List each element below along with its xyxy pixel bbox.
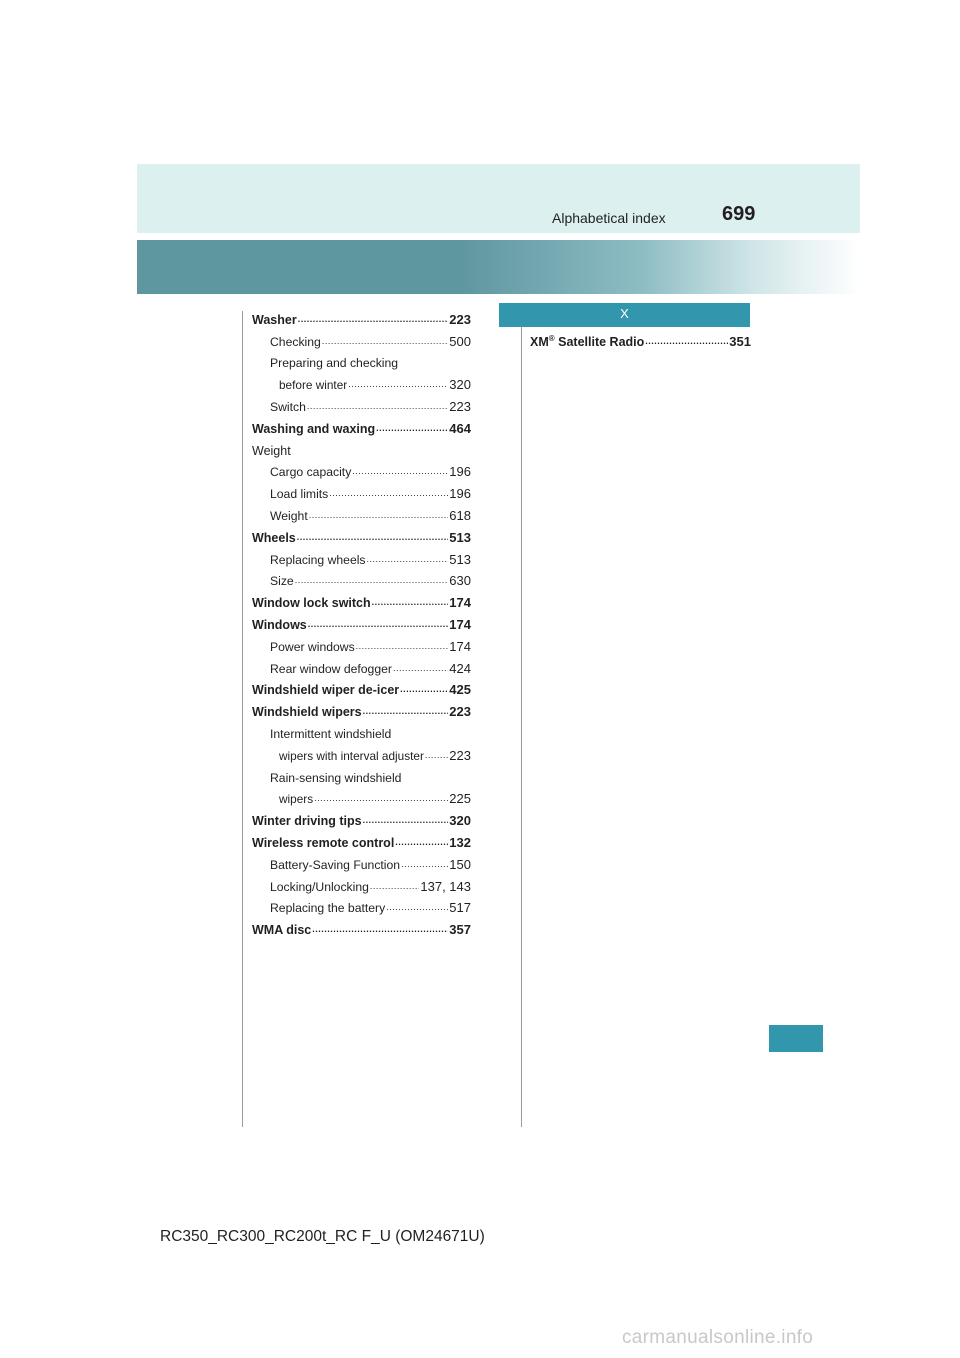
index-entry-page: 351 [729, 333, 751, 349]
index-entry-page: 618 [449, 507, 471, 523]
index-entry[interactable] [252, 697, 471, 719]
leader-dots [312, 924, 448, 934]
leader-dots [329, 488, 448, 498]
index-entry-page: 174 [449, 638, 471, 654]
leader-dots [363, 706, 449, 716]
leader-dots [395, 837, 448, 847]
index-entry[interactable] [252, 588, 471, 610]
manual-code-footer: RC350_RC300_RC200t_RC F_U (OM24671U) [160, 1228, 485, 1245]
index-entry-page: 174 [449, 595, 471, 611]
index-entry-label: Wheels [252, 530, 296, 545]
index-entry-label: Wireless remote control [252, 835, 395, 850]
index-entry-label: Battery-Saving Function [270, 857, 401, 872]
index-entry[interactable] [252, 915, 471, 937]
index-entry-label: Replacing the battery [270, 901, 386, 916]
index-entry[interactable] [252, 523, 471, 545]
index-entry[interactable] [252, 741, 471, 763]
index-entry[interactable] [252, 806, 471, 828]
letter-header-x: X [499, 303, 750, 327]
leader-dots [645, 336, 728, 346]
leader-dots [352, 466, 448, 476]
index-entry-label: Winter driving tips [252, 814, 362, 829]
index-entry[interactable] [252, 327, 471, 349]
index-entry-label: Load limits [270, 487, 329, 502]
index-entry-label: Checking [270, 334, 321, 349]
index-entry-page: 150 [449, 856, 471, 872]
index-entry-label: Locking/Unlocking [270, 879, 369, 894]
index-entry-label: Washer [252, 312, 297, 327]
index-entry[interactable] [252, 610, 471, 632]
index-entry-page: 630 [449, 573, 471, 589]
index-entry-page: 225 [449, 791, 471, 807]
index-entry[interactable] [252, 872, 471, 894]
leader-dots [376, 423, 448, 433]
index-entry [252, 436, 471, 458]
index-entry-label: Window lock switch [252, 596, 371, 611]
index-column-x [530, 327, 751, 349]
leader-dots [370, 881, 419, 891]
column-divider-left [242, 311, 243, 1127]
leader-dots [393, 663, 448, 673]
index-entry [252, 719, 471, 741]
index-entry[interactable] [252, 654, 471, 676]
index-entry[interactable] [252, 501, 471, 523]
leader-dots [309, 510, 449, 520]
leader-dots [295, 575, 449, 585]
index-entry-page: 223 [449, 747, 471, 763]
index-entry-page: 517 [449, 900, 471, 916]
watermark: carmanualsonline.info [622, 1327, 814, 1348]
leader-dots [348, 379, 448, 389]
index-entry-page: 500 [449, 333, 471, 349]
index-entry-label: Weight [270, 508, 308, 523]
index-entry-page: 132 [449, 834, 471, 850]
index-entry-label: Size [270, 574, 294, 589]
index-entry-page: 223 [449, 704, 471, 720]
index-entry-label: Windshield wiper de-icer [252, 683, 400, 698]
index-entry[interactable] [530, 327, 751, 349]
leader-dots [425, 750, 448, 760]
index-entry-page: 223 [449, 398, 471, 414]
leader-dots [363, 815, 449, 825]
leader-dots [307, 401, 448, 411]
index-entry-label: Weight [252, 443, 291, 458]
index-entry-label: before winter [279, 378, 348, 393]
index-entry [252, 349, 471, 371]
index-entry-page: 137, 143 [420, 878, 471, 894]
page-number: 699 [722, 203, 756, 225]
leader-dots [367, 554, 449, 564]
leader-dots [386, 902, 448, 912]
index-entry-page: 196 [449, 464, 471, 480]
leader-dots [400, 684, 448, 694]
index-entry-page: 223 [449, 311, 471, 327]
index-entry[interactable] [252, 305, 471, 327]
index-entry-page: 513 [449, 529, 471, 545]
index-entry[interactable] [252, 850, 471, 872]
index-entry[interactable] [252, 370, 471, 392]
leader-dots [314, 793, 448, 803]
index-entry-page: 320 [449, 813, 471, 829]
index-entry-label: Rear window defogger [270, 661, 392, 676]
index-entry[interactable] [252, 458, 471, 480]
index-entry[interactable] [252, 545, 471, 567]
index-entry [252, 763, 471, 785]
index-entry-label: Preparing and checking [270, 356, 399, 371]
leader-dots [356, 641, 449, 651]
index-entry[interactable] [252, 676, 471, 698]
leader-dots [308, 619, 449, 629]
index-entry[interactable] [252, 392, 471, 414]
index-entry-label: wipers with interval adjuster [279, 748, 424, 763]
index-entry[interactable] [252, 567, 471, 589]
index-entry[interactable] [252, 414, 471, 436]
leader-dots [297, 532, 449, 542]
index-entry-label: Switch [270, 399, 306, 414]
index-entry[interactable] [252, 632, 471, 654]
index-entry-page: 196 [449, 486, 471, 502]
index-entry-page: 320 [449, 377, 471, 393]
index-entry-label: Power windows [270, 639, 355, 654]
index-entry-page: 513 [449, 551, 471, 567]
index-entry[interactable] [252, 828, 471, 850]
index-entry-page: 464 [449, 420, 471, 436]
index-entry-label: Replacing wheels [270, 552, 366, 567]
index-entry[interactable] [252, 785, 471, 807]
index-entry-label: Cargo capacity [270, 465, 352, 480]
decorative-gradient-bar [137, 240, 860, 294]
index-column-left [252, 305, 471, 937]
index-entry-label: Windshield wipers [252, 705, 362, 720]
index-entry-label: Washing and waxing [252, 421, 376, 436]
index-entry-label: wipers [279, 792, 314, 807]
leader-dots [322, 336, 448, 346]
index-entry-page: 425 [449, 682, 471, 698]
leader-dots [401, 859, 448, 869]
index-entry-label: XM® Satellite Radio [530, 333, 645, 349]
column-divider-middle [521, 311, 522, 1127]
index-entry[interactable] [252, 894, 471, 916]
index-entry-label: Rain-sensing windshield [270, 770, 402, 785]
chapter-tab [769, 1025, 823, 1052]
index-entry-page: 357 [449, 922, 471, 938]
index-entry-page: 174 [449, 616, 471, 632]
index-entry-label: Intermittent windshield [270, 726, 392, 741]
leader-dots [372, 597, 449, 607]
index-entry[interactable] [252, 479, 471, 501]
index-entry-label: Windows [252, 617, 307, 632]
index-entry-page: 424 [449, 660, 471, 676]
index-entry-label: WMA disc [252, 923, 312, 938]
leader-dots [298, 314, 449, 324]
section-title: Alphabetical index [552, 210, 666, 226]
